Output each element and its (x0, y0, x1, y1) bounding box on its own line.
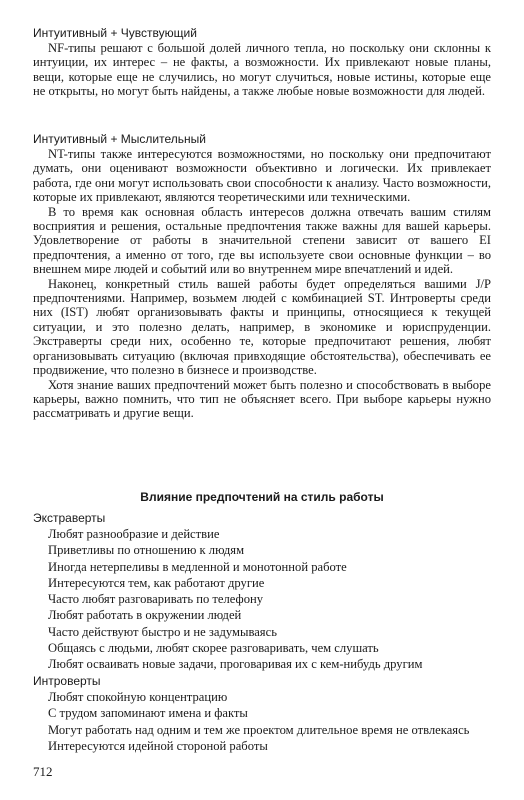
work-style-title: Влияние предпочтений на стиль работы (140, 490, 384, 504)
paragraph: В то время как основная область интересов должна отвечать вашим стилям восприятия и решения, остальные предпочтения также важны для вашей карьеры. Удовлетворение от работы в значительной степени зависит от вашего EI предпочтения, а именно от того, где вы используете свои основные функции – во внешнем мире людей и событий или во внутреннем мире впечатлений и идей. (33, 204, 491, 277)
paragraph: Хотя знание ваших предпочтений может быть полезно и способствовать в выборе карьеры, важно помнить, что тип не объясняет всего. При выборе карьеры нужно рассматривать и другие вещи. (33, 377, 491, 421)
list-item: Иногда нетерпеливы в медленной и монотонной работе (48, 559, 347, 574)
list-item: Часто действуют быстро и не задумываясь (48, 624, 277, 639)
section-heading: Интуитивный + Чувствующий (33, 26, 197, 40)
list-item: Интересуются тем, как работают другие (48, 575, 265, 590)
list-item: Любят работать в окружении людей (48, 608, 242, 623)
extraverts-list (33, 526, 491, 673)
section-heading: Интуитивный + Мыслительный (33, 132, 206, 146)
extraverts-list-block (33, 510, 491, 673)
paragraph: NF-типы решают с большой долей личного тепла, но поскольку они склонны к интуиции, их интерес – не факты, а возможности. Их привлекают новые планы, вещи, которые еще не случились, но могут случиться, новые истины, которые еще не открыты, но могут быть найдены, а также любые новые возможности для людей. (33, 41, 491, 99)
extraverts-heading: Экстраверты (33, 511, 106, 525)
list-item: Любят осваивать новые задачи, проговаривая их с кем-нибудь другим (48, 657, 423, 672)
paragraph: Наконец, конкретный стиль вашей работы будет определяться вашими J/P предпочтениями. Например, возьмем людей с комбинацией ST. Интроверты среди них (IST) любят организовывать факты и принципы, относящиеся к текущей ситуации, и это полезно делать, например, в экономике и юриспруденции. Экстраверты среди них, особенно те, которые предпочитают решения, любят организовывать ситуацию (включая привходящие обстоятельства), обеспечивать ее продвижение, что полезно в бизнесе и производстве. (33, 276, 491, 378)
list-item: Приветливы по отношению к людям (48, 543, 245, 558)
section-nf (33, 25, 491, 99)
list-item: Любят спокойную концентрацию (48, 690, 228, 704)
list-item: Могут работать над одним и тем же проектом длительное время не отвлекаясь (48, 722, 470, 737)
list-item: Часто любят разговаривать по телефону (48, 592, 264, 607)
introverts-heading: Интроверты (33, 674, 101, 688)
paragraph: NT-типы также интересуются возможностями, но поскольку они предпочитают думать, они оценивают возможности объективно и логически. Их привлекает работа, где они могут использовать свои способности к анализу. Часто возможности, которые их привлекают, являются теоретическими или техническими. (33, 147, 491, 205)
list-item: Интересуются идейной стороной работы (48, 738, 268, 753)
list-item: Любят разнообразие и действие (48, 527, 220, 541)
introverts-list-block (33, 673, 491, 754)
list-item: С трудом запоминают имена и факты (48, 706, 248, 721)
list-item: Общаясь с людьми, любят скорее разговаривать, чем слушать (48, 641, 379, 656)
page-number: 712 (33, 764, 53, 779)
introverts-list (33, 689, 491, 754)
section-nt (33, 131, 491, 421)
